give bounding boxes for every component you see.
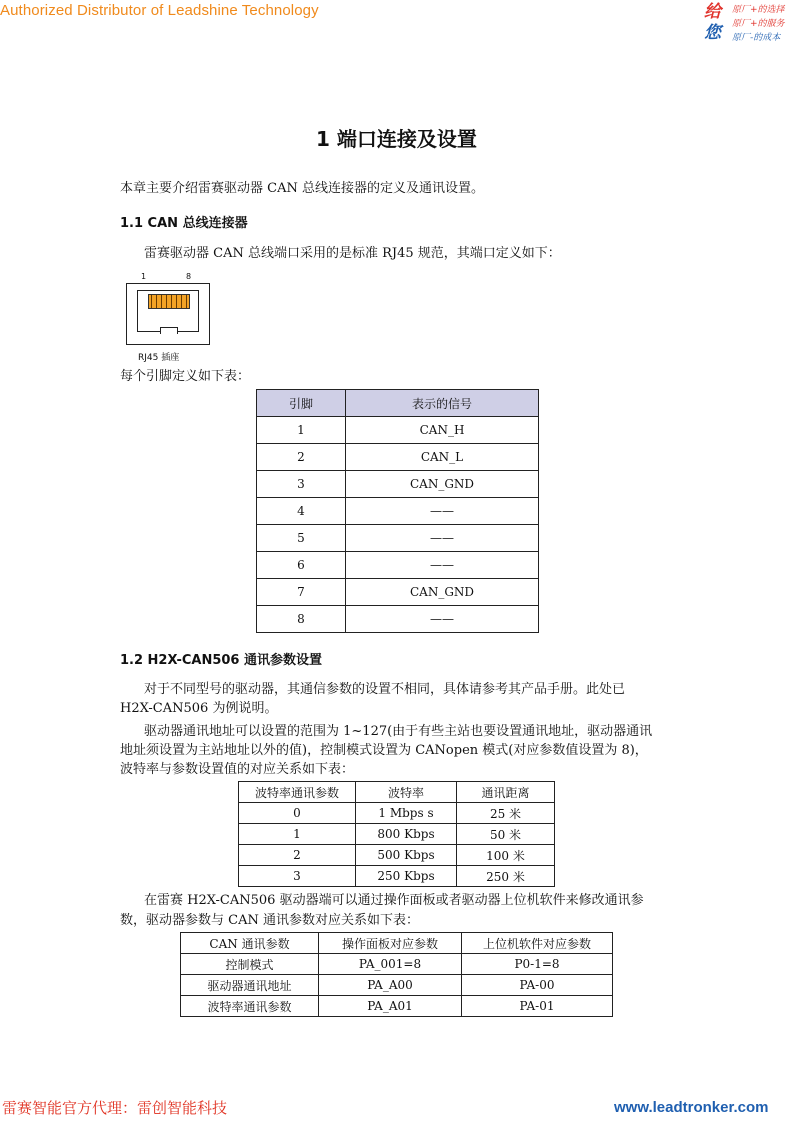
rj45-pins — [148, 294, 190, 309]
signal-cell: CAN_GND — [346, 579, 539, 606]
table-cell: PA-01 — [462, 996, 613, 1017]
table-cell: 50 米 — [457, 824, 555, 845]
header-cell: 波特率 — [356, 782, 457, 803]
table-row — [257, 471, 539, 498]
section-1-2-para2-line2: 地址须设置为主站地址以外的值)，控制模式设置为 CANopen 模式(对应参数值设置为 8)， — [120, 743, 648, 758]
rj45-diagram — [124, 272, 216, 364]
table-row — [181, 954, 613, 975]
slogan-2: 原厂+的服务 — [732, 19, 785, 29]
table-cell: 驱动器通讯地址 — [181, 975, 319, 996]
table-row — [181, 996, 613, 1017]
signal-cell: —— — [346, 525, 539, 552]
header-cell: CAN 通讯参数 — [181, 933, 319, 954]
header-cell: 通讯距离 — [457, 782, 555, 803]
table-cell: PA-00 — [462, 975, 613, 996]
distributor-banner: Authorized Distributor of Leadshine Technology — [0, 2, 319, 19]
section-1-2-title: 1.2 H2X-CAN506 通讯参数设置 — [120, 653, 322, 668]
section-1-2-para1-line1: 对于不同型号的驱动器，其通信参数的设置不相同，具体请参考其产品手册。此处已 — [144, 682, 626, 697]
table-row — [239, 803, 555, 824]
rj45-socket-body — [126, 283, 210, 345]
slogan-3: 原厂-的成本 — [732, 33, 781, 43]
table-cell: 25 米 — [457, 803, 555, 824]
table-row — [257, 444, 539, 471]
header-cell: 上位机软件对应参数 — [462, 933, 613, 954]
section-1-2-para2-line1: 驱动器通讯地址可以设置的范围为 1~127(由于有些主站也要设置通讯地址，驱动器通讯 — [144, 724, 653, 739]
signal-cell: CAN_GND — [346, 471, 539, 498]
section-1-2-para1-line2: H2X-CAN506 为例说明。 — [120, 701, 278, 716]
slogan-1: 原厂+的选择 — [732, 5, 785, 15]
pin-cell: 3 — [257, 471, 346, 498]
header-cell: 波特率通讯参数 — [239, 782, 356, 803]
table-row — [257, 498, 539, 525]
slogans — [732, 3, 785, 45]
signal-cell: —— — [346, 606, 539, 633]
table-cell: 100 米 — [457, 845, 555, 866]
table-row — [257, 552, 539, 579]
table-cell: 控制模式 — [181, 954, 319, 975]
table-cell: 波特率通讯参数 — [181, 996, 319, 1017]
table-cell: 1 Mbps s — [356, 803, 457, 824]
rj45-latch-notch — [160, 327, 178, 334]
table-row — [257, 417, 539, 444]
table-cell: 1 — [239, 824, 356, 845]
signal-cell: CAN_L — [346, 444, 539, 471]
logo-char-1: 给 — [704, 2, 721, 22]
rj45-socket-cavity — [137, 290, 199, 332]
rj45-pin-first: 1 — [141, 272, 147, 281]
header-signal: 表示的信号 — [346, 390, 539, 417]
table-cell: PA_001=8 — [319, 954, 462, 975]
baud-rate-table — [238, 781, 555, 887]
pin-definition-table — [256, 389, 539, 633]
footer-agent-text: 雷赛智能官方代理：雷创智能科技 — [2, 1099, 228, 1117]
rj45-pin-last: 8 — [186, 272, 192, 281]
parameter-mapping-table — [180, 932, 613, 1017]
table-cell: 250 米 — [457, 866, 555, 887]
table-cell: PA_A00 — [319, 975, 462, 996]
logo-char-2: 您 — [704, 23, 721, 43]
section-1-2-para2-line3: 波特率与参数设置值的对应关系如下表： — [120, 762, 355, 777]
header-pin: 引脚 — [257, 390, 346, 417]
pin-cell: 5 — [257, 525, 346, 552]
chapter-title: 1 端口连接及设置 — [316, 127, 477, 151]
table-row — [239, 866, 555, 887]
pin-cell: 8 — [257, 606, 346, 633]
section-1-1-title: 1.1 CAN 总线连接器 — [120, 216, 248, 231]
brand-logo — [704, 2, 730, 46]
table-row — [257, 525, 539, 552]
table-row — [257, 579, 539, 606]
pin-table-intro: 每个引脚定义如下表： — [120, 369, 251, 384]
section-1-1-paragraph: 雷赛驱动器 CAN 总线端口采用的是标准 RJ45 规范，其端口定义如下： — [144, 246, 561, 261]
table-row — [257, 606, 539, 633]
table-cell: 2 — [239, 845, 356, 866]
signal-cell: —— — [346, 498, 539, 525]
pin-cell: 2 — [257, 444, 346, 471]
table-cell: 0 — [239, 803, 356, 824]
table-cell: 500 Kbps — [356, 845, 457, 866]
table-row — [239, 824, 555, 845]
table-cell: PA_A01 — [319, 996, 462, 1017]
table-cell: 800 Kbps — [356, 824, 457, 845]
pin-cell: 7 — [257, 579, 346, 606]
rj45-label: RJ45 插座 — [138, 353, 180, 363]
table-cell: P0-1=8 — [462, 954, 613, 975]
section-1-2-para3-line1: 在雷赛 H2X-CAN506 驱动器端可以通过操作面板或者驱动器上位机软件来修改通讯参 — [144, 893, 644, 908]
table-header-row — [257, 390, 539, 417]
pin-cell: 6 — [257, 552, 346, 579]
footer-website-link[interactable]: www.leadtronker.com — [614, 1099, 769, 1116]
pin-cell: 4 — [257, 498, 346, 525]
header-cell: 操作面板对应参数 — [319, 933, 462, 954]
table-row — [239, 845, 555, 866]
table-header-row — [239, 782, 555, 803]
table-row — [181, 975, 613, 996]
section-1-2-para3-line2: 数，驱动器参数与 CAN 通讯参数对应关系如下表： — [120, 913, 419, 928]
intro-paragraph: 本章主要介绍雷赛驱动器 CAN 总线连接器的定义及通讯设置。 — [120, 181, 484, 196]
signal-cell: CAN_H — [346, 417, 539, 444]
table-cell: 250 Kbps — [356, 866, 457, 887]
header-logo — [704, 2, 793, 46]
pin-cell: 1 — [257, 417, 346, 444]
table-header-row — [181, 933, 613, 954]
table-cell: 3 — [239, 866, 356, 887]
signal-cell: —— — [346, 552, 539, 579]
